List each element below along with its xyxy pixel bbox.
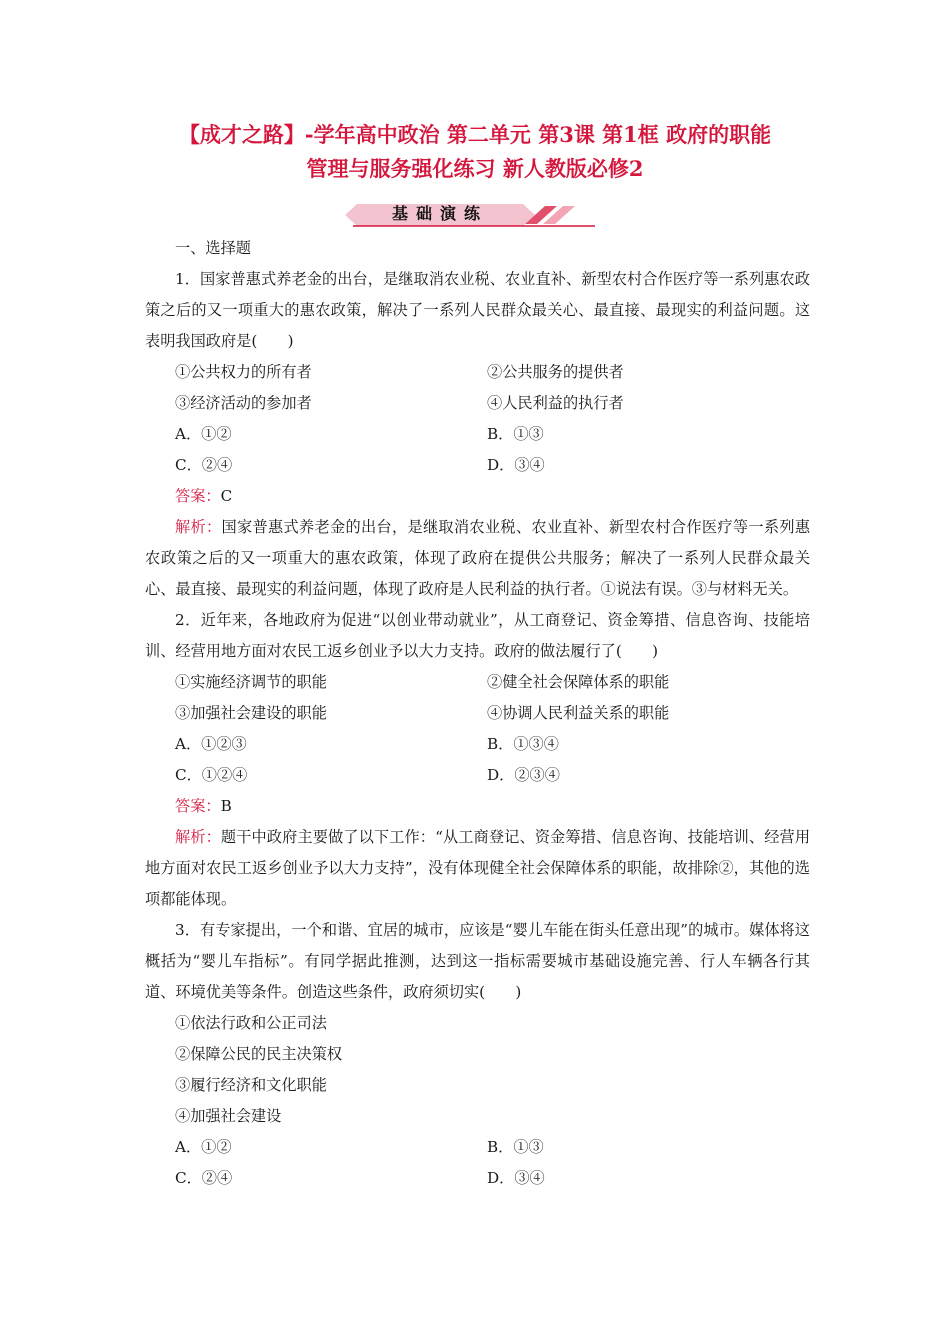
option-a: A．①② <box>175 1138 232 1156</box>
statement-item: ④加强社会建设 <box>175 1107 282 1125</box>
option-c: C．①②④ <box>175 766 248 784</box>
option-d: D．③④ <box>487 456 545 474</box>
title-line-1: 【成才之路】-学年高中政治 第二单元 第3课 第1框 政府的职能 <box>178 122 772 147</box>
statement-item: ③履行经济和文化职能 <box>175 1076 327 1094</box>
answer-line <box>145 791 810 822</box>
option-row <box>145 419 810 450</box>
answer-value: C <box>220 487 233 505</box>
statement-item: ③加强社会建设的职能 <box>175 704 327 722</box>
statement-item: ④协调人民利益关系的职能 <box>487 704 670 722</box>
analysis-label: 解析： <box>175 518 222 536</box>
option-b: B．①③ <box>487 425 544 443</box>
answer-value: B <box>220 797 232 815</box>
statement-row <box>145 357 810 388</box>
answer-line <box>145 481 810 512</box>
document-title <box>90 118 860 186</box>
analysis-paragraph <box>145 512 810 605</box>
option-c: C．②④ <box>175 1169 233 1187</box>
option-a: A．①② <box>175 425 232 443</box>
statement-row <box>145 698 810 729</box>
analysis-paragraph <box>145 822 810 915</box>
option-c: C．②④ <box>175 456 233 474</box>
statement-item: ③经济活动的参加者 <box>175 394 312 412</box>
statement-item: ②公共服务的提供者 <box>487 363 624 381</box>
option-b: B．①③ <box>487 1138 544 1156</box>
analysis-text: 国家普惠式养老金的出台，是继取消农业税、农业直补、新型农村合作医疗等一系列惠农政策之后的又一项重大的惠农政策，体现了政府在提供公共服务；解决了一系列人民群众最关心、最直接、最现实的利益问题，体现了政府是人民利益的执行者。①说法有误。③与材料无关。 <box>145 518 811 598</box>
answer-label: 答案： <box>175 487 221 505</box>
analysis-text: 题干中政府主要做了以下工作：“从工商登记、资金筹措、信息咨询、技能培训、经营用地方面对农民工返乡创业予以大力支持”，没有体现健全社会保障体系的职能，故排除②，其他的选项都能体现。 <box>145 828 811 908</box>
section-banner <box>345 202 605 228</box>
option-b: B．①③④ <box>487 735 559 753</box>
option-row <box>145 1163 810 1194</box>
option-row <box>145 729 810 760</box>
answer-label: 答案： <box>175 797 221 815</box>
exercise-content <box>145 233 810 1194</box>
option-row <box>145 450 810 481</box>
statement-item: ④人民利益的执行者 <box>487 394 624 412</box>
banner-label: 基础演练 <box>391 204 488 223</box>
section-heading: 一、选择题 <box>175 239 251 257</box>
option-d: D．③④ <box>487 1169 545 1187</box>
statement-item: ①公共权力的所有者 <box>175 363 312 381</box>
statement-item: ②保障公民的民主决策权 <box>175 1045 343 1063</box>
option-row <box>145 760 810 791</box>
statement-item: ①实施经济调节的职能 <box>175 673 327 691</box>
option-row <box>145 1132 810 1163</box>
question-3 <box>145 915 810 1194</box>
statement-item: ①依法行政和公正司法 <box>175 1014 327 1032</box>
title-line-2: 管理与服务强化练习 新人教版必修2 <box>306 156 644 181</box>
question-1 <box>145 264 810 605</box>
option-a: A．①②③ <box>175 735 247 753</box>
statement-row <box>145 388 810 419</box>
question-stem: 3．有专家提出，一个和谐、宜居的城市，应该是“婴儿车能在街头任意出现”的城市。媒体将这概括为“婴儿车指标”。有同学据此推测，达到这一指标需要城市基础设施完善、行人车辆各行其道、环境优美等条件。创造这些条件，政府须切实( ) <box>145 921 810 1001</box>
question-stem: 2．近年来，各地政府为促进“以创业带动就业”，从工商登记、资金筹措、信息咨询、技能培训、经营用地方面对农民工返乡创业予以大力支持。政府的做法履行了( ) <box>145 611 810 660</box>
question-stem: 1．国家普惠式养老金的出台，是继取消农业税、农业直补、新型农村合作医疗等一系列惠农政策之后的又一项重大的惠农政策，解决了一系列人民群众最关心、最直接、最现实的利益问题。这表明我国政府是( ) <box>145 270 810 350</box>
option-d: D．②③④ <box>487 766 560 784</box>
question-2 <box>145 605 810 915</box>
analysis-label: 解析： <box>175 828 221 846</box>
statement-item: ②健全社会保障体系的职能 <box>487 673 670 691</box>
statement-row <box>145 667 810 698</box>
